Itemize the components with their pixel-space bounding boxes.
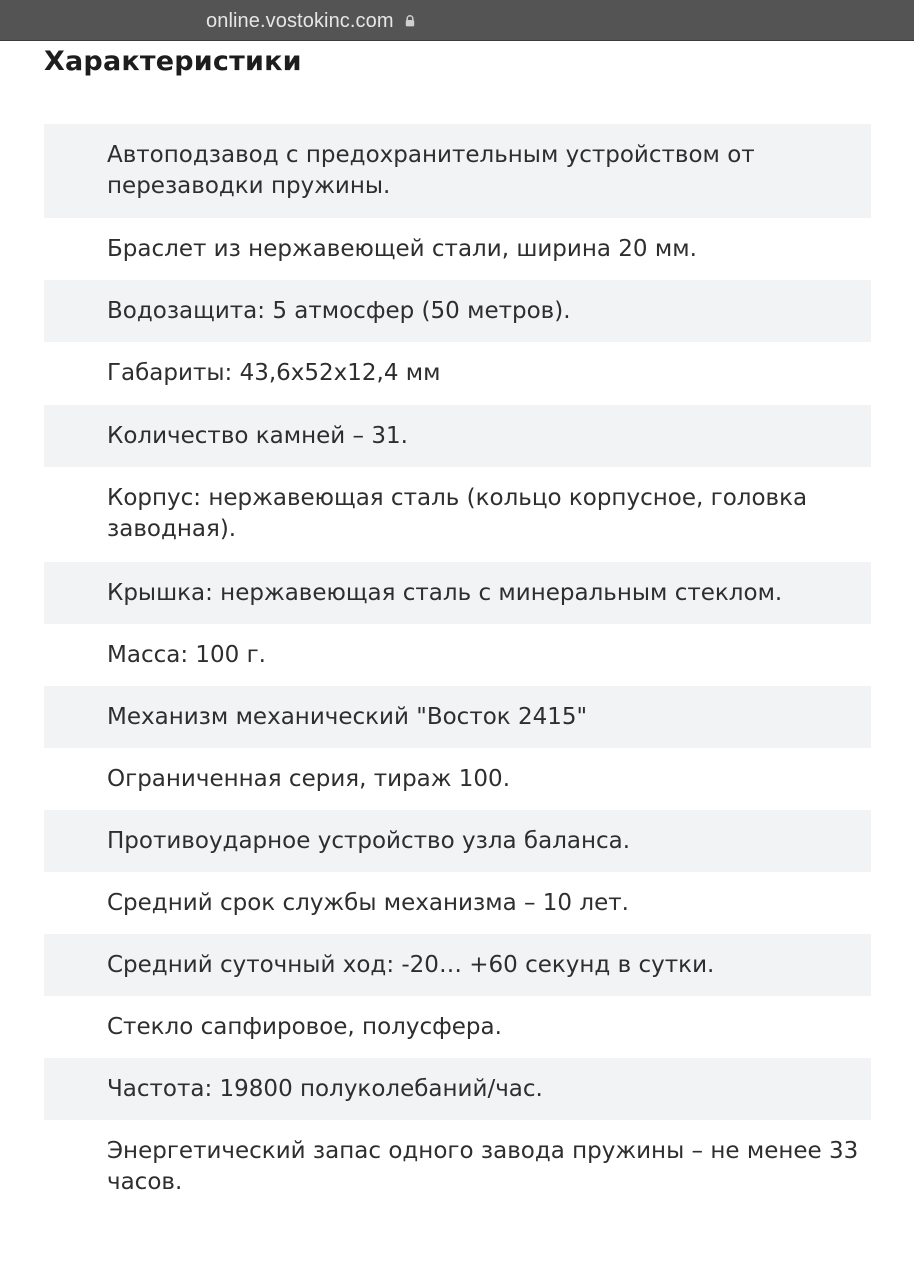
spec-row-water-resistance: Водозащита: 5 атмосфер (50 метров). <box>44 280 871 342</box>
spec-row-jewels: Количество камней – 31. <box>44 405 871 467</box>
spec-row-service-life: Средний срок службы механизма – 10 лет. <box>107 890 629 916</box>
spec-row-case: Корпус: нержавеющая сталь (кольцо корпусное, головка заводная). <box>107 485 808 542</box>
spec-row-bracelet: Браслет из нержавеющей стали, ширина 20 мм. <box>107 236 697 262</box>
spec-row-movement: Механизм механический "Восток 2415" <box>44 686 871 748</box>
page-title: Характеристики <box>44 46 302 77</box>
spec-row-autowinding: Автоподзавод с предохранительным устройством от перезаводки пружины. <box>44 124 871 218</box>
spec-list <box>44 124 871 1215</box>
lock-icon <box>404 15 416 27</box>
spec-row-shock-protection: Противоударное устройство узла баланса. <box>44 810 871 872</box>
url-text[interactable]: online.vostokinc.com <box>206 10 394 32</box>
spec-row-limited-edition: Ограниченная серия, тираж 100. <box>107 766 511 792</box>
spec-row-crystal: Стекло сапфировое, полусфера. <box>107 1014 502 1040</box>
browser-url-bar[interactable] <box>0 0 914 41</box>
spec-row-frequency: Частота: 19800 полуколебаний/час. <box>44 1058 871 1120</box>
spec-row-weight: Масса: 100 г. <box>107 642 266 668</box>
spec-row-caseback: Крышка: нержавеющая сталь с минеральным стеклом. <box>44 562 871 624</box>
spec-row-power-reserve: Энергетический запас одного завода пружины – не менее 33 часов. <box>107 1138 859 1195</box>
spec-row-accuracy: Средний суточный ход: -20… +60 секунд в сутки. <box>44 934 871 996</box>
spec-row-dimensions: Габариты: 43,6х52х12,4 мм <box>107 360 441 386</box>
